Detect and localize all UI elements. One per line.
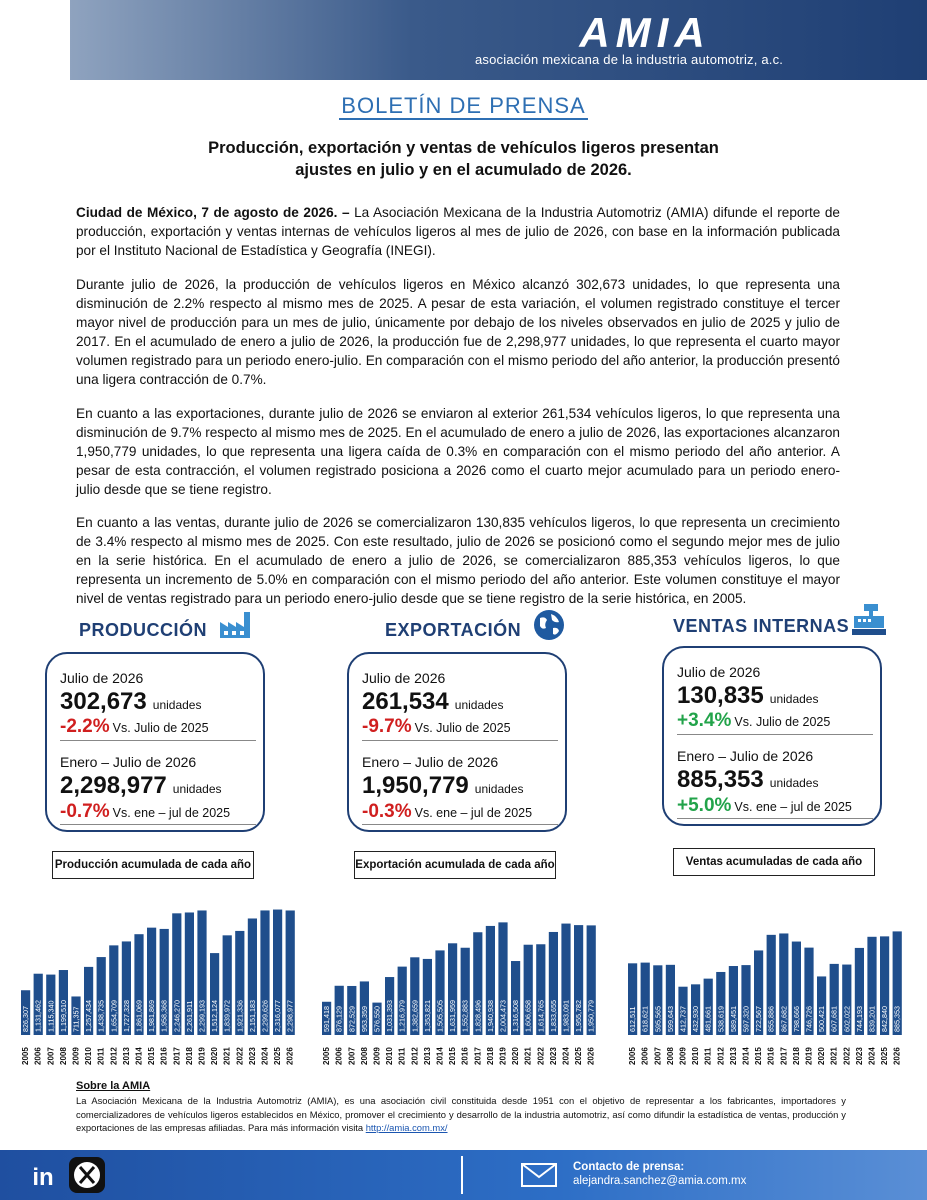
bar-value-label: 2,299,193 xyxy=(197,1000,207,1032)
year-tick-label: 2008 xyxy=(58,1047,68,1065)
year-tick-label: 2014 xyxy=(741,1047,751,1065)
year-tick-label: 2015 xyxy=(448,1047,458,1065)
bar-value-label: 1,512,124 xyxy=(210,1000,220,1032)
year-tick-label: 2012 xyxy=(410,1047,420,1065)
card-production: Julio de 2026 302,673 unidades -2.2% Vs. Julio de 2025 Enero – Julio de 2026 2,298,977 unidades -0.7% Vs. ene – jul de 2025 xyxy=(45,652,265,832)
year-tick-label: 2007 xyxy=(347,1047,357,1065)
chart-sales xyxy=(622,880,912,1075)
bar-value-label: 867,682 xyxy=(779,1006,789,1032)
year-tick-label: 2017 xyxy=(473,1047,483,1065)
bar-value-label: 1,505,505 xyxy=(435,1000,445,1032)
bar-value-label: 599,643 xyxy=(665,1006,675,1032)
year-tick-label: 2020 xyxy=(511,1047,521,1065)
bar-value-label: 412,737 xyxy=(678,1006,688,1032)
bar-value-label: 1,839,972 xyxy=(222,1000,232,1032)
globe-icon xyxy=(532,608,566,642)
year-tick-label: 2013 xyxy=(728,1047,738,1065)
bar-value-label: 481,661 xyxy=(703,1006,713,1032)
bar-value-label: 839,201 xyxy=(867,1006,877,1032)
year-tick-label: 2025 xyxy=(880,1047,890,1065)
bar-value-label: 1,940,938 xyxy=(485,1000,495,1032)
contact-title: Contacto de prensa: xyxy=(573,1161,685,1173)
bar-value-label: 2,316,077 xyxy=(273,1000,283,1032)
mail-icon[interactable] xyxy=(520,1162,558,1188)
paragraph-intro: Ciudad de México, 7 de agosto de 2026. – La Asociación Mexicana de la Industria Automotriz (AMIA) difunde el reporte de producción, exportación y ventas internas de vehículos ligeros al mes de julio de 2026, con base en la información publicada por el Instituto Nacional de Estadística y Geografía (INEGI). xyxy=(76,205,840,258)
year-tick-label: 2017 xyxy=(779,1047,789,1065)
year-tick-label: 2025 xyxy=(273,1047,283,1065)
about-title: Sobre la AMIA xyxy=(76,1080,151,1092)
year-tick-label: 2011 xyxy=(703,1047,713,1065)
year-tick-label: 2019 xyxy=(804,1047,814,1065)
bulletin-title: BOLETÍN DE PRENSA xyxy=(341,93,586,118)
year-tick-label: 2022 xyxy=(235,1047,245,1065)
year-tick-label: 2006 xyxy=(640,1047,650,1065)
year-tick-label: 2021 xyxy=(222,1047,232,1065)
bar-value-label: 2,004,473 xyxy=(498,1000,508,1032)
cash-register-icon xyxy=(850,602,888,638)
year-tick-label: 2024 xyxy=(561,1047,571,1065)
year-tick-label: 2005 xyxy=(21,1047,31,1065)
paragraph-sales: En cuanto a las ventas, durante julio de 2026 se comercializaron 130,835 vehículos ligeros, lo que representa un crecimiento de 3.4% respecto al mismo mes de 2025. Con este resultado, julio de 2026 se posicionó como el segundo mejor mes de julio en la serie histórica. En el acumulado de enero a julio de 2026, se comercializaron 885,353 vehículos ligeros, lo que representa un incremento de 5.0% en comparación con el mismo periodo del año anterior. Este volumen constituye el mayor nivel de ventas registrado para un periodo enero-julio desde que se tiene registro de la serie histórica, en 2005. xyxy=(76,515,840,606)
linkedin-icon[interactable] xyxy=(26,1158,60,1192)
bar-value-label: 1,654,709 xyxy=(109,1000,119,1032)
headline: Producción, exportación y ventas de vehículos ligeros presentan ajustes en julio y en el acumulado de 2026. xyxy=(208,139,719,179)
bar-value-label: 826,307 xyxy=(21,1006,31,1032)
chart-title-exports: Exportación acumulada de cada año xyxy=(354,851,556,879)
bar-value-label: 597,320 xyxy=(741,1006,751,1032)
bar-value-label: 2,246,270 xyxy=(172,1000,182,1032)
year-tick-label: 2010 xyxy=(84,1047,94,1065)
bar-value-label: 538,619 xyxy=(716,1006,726,1032)
year-tick-label: 2017 xyxy=(172,1047,182,1065)
bar-value-label: 885,353 xyxy=(892,1006,902,1032)
section-title-production: PRODUCCIÓN xyxy=(79,620,208,640)
logo-subtitle: asociación mexicana de la industria automotriz, a.c. xyxy=(475,52,784,67)
year-tick-label: 2016 xyxy=(159,1047,169,1065)
year-tick-label: 2006 xyxy=(334,1047,344,1065)
bar-value-label: 602,022 xyxy=(842,1006,852,1032)
year-tick-label: 2019 xyxy=(197,1047,207,1065)
bar-value-label: 2,298,977 xyxy=(285,1000,295,1032)
section-title-exports: EXPORTACIÓN xyxy=(385,620,522,640)
bar-value-label: 1,981,869 xyxy=(147,1000,157,1032)
x-icon[interactable] xyxy=(68,1156,106,1194)
bar-value-label: 1,257,434 xyxy=(84,1000,94,1032)
year-tick-label: 2026 xyxy=(586,1047,596,1065)
year-tick-label: 2025 xyxy=(574,1047,584,1065)
bar-value-label: 1,199,510 xyxy=(58,1000,68,1032)
card-sales: Julio de 2026 130,835 unidades +3.4% Vs. Julio de 2025 Enero – Julio de 2026 885,353 unidades +5.0% Vs. ene – jul de 2025 xyxy=(662,646,882,826)
card-exports: Julio de 2026 261,534 unidades -9.7% Vs. Julio de 2025 Enero – Julio de 2026 1,950,779 unidades -0.3% Vs. ene – jul de 2025 xyxy=(347,652,567,832)
year-tick-label: 2013 xyxy=(422,1047,432,1065)
bar-value-label: 2,261,911 xyxy=(184,1000,194,1032)
footer-bar xyxy=(0,1150,927,1200)
amia-logo xyxy=(480,14,810,50)
chart-exports xyxy=(316,880,606,1075)
year-tick-label: 2009 xyxy=(372,1047,382,1065)
bar-value-label: 872,529 xyxy=(347,1006,357,1032)
bar-value-label: 1,031,393 xyxy=(385,1000,395,1032)
year-tick-label: 2007 xyxy=(46,1047,56,1065)
chart-title-sales: Ventas acumuladas de cada año xyxy=(673,848,875,876)
bar-value-label: 576,550 xyxy=(372,1006,382,1032)
bar-value-label: 722,567 xyxy=(754,1006,764,1032)
year-tick-label: 2014 xyxy=(435,1047,445,1065)
bar-value-label: 591,418 xyxy=(322,1006,332,1032)
year-tick-label: 2014 xyxy=(134,1047,144,1065)
bar-value-label: 589,451 xyxy=(728,1006,738,1032)
bar-value-label: 855,886 xyxy=(766,1006,776,1032)
bar-value-label: 1,833,655 xyxy=(548,1000,558,1032)
bar-value-label: 842,840 xyxy=(880,1006,890,1032)
bar-value-label: 1,921,336 xyxy=(235,1000,245,1032)
chart-title-production: Producción acumulada de cada año xyxy=(52,851,254,879)
year-tick-label: 2022 xyxy=(842,1047,852,1065)
year-tick-label: 2005 xyxy=(322,1047,332,1065)
bar-value-label: 1,606,658 xyxy=(523,1000,533,1032)
bar-value-label: 500,421 xyxy=(817,1006,827,1032)
footer-divider xyxy=(461,1156,463,1194)
bar-value-label: 1,614,765 xyxy=(536,1000,546,1032)
bar-value-label: 1,353,821 xyxy=(422,1000,432,1032)
bar-value-label: 1,131,462 xyxy=(33,1000,43,1032)
bar-value-label: 1,552,883 xyxy=(460,1000,470,1032)
year-tick-label: 2022 xyxy=(536,1047,546,1065)
year-tick-label: 2021 xyxy=(523,1047,533,1065)
year-tick-label: 2019 xyxy=(498,1047,508,1065)
bar-value-label: 1,861,069 xyxy=(134,1000,144,1032)
year-tick-label: 2011 xyxy=(96,1047,106,1065)
year-tick-label: 2026 xyxy=(892,1047,902,1065)
paragraph-exports: En cuanto a las exportaciones, durante julio de 2026 se enviaron al exterior 261,534 vehículos ligeros, lo que representa una disminución de 9.7% respecto al mismo mes de 2025. En el acumulado de enero a julio de 2026, las exportaciones alcanzaron 1,950,779 unidades, lo que representa una ligera caída de 0.3% en comparación con el mismo periodo del año anterior. A pesar de esta contracción, el volumen registrado posiciona a 2026 como el cuarto mejor acumulado para un periodo enero-julio desde que se tiene registro. xyxy=(76,406,840,497)
year-tick-label: 2020 xyxy=(210,1047,220,1065)
header-banner xyxy=(70,0,927,80)
year-tick-label: 2015 xyxy=(754,1047,764,1065)
svg-text:AMIA: AMIA xyxy=(579,14,711,50)
year-tick-label: 2006 xyxy=(33,1047,43,1065)
year-tick-label: 2023 xyxy=(548,1047,558,1065)
bar-value-label: 1,983,091 xyxy=(561,1000,571,1032)
bar-value-label: 618,621 xyxy=(640,1006,650,1032)
contact-email[interactable]: alejandra.sanchez@amia.com.mx xyxy=(573,1175,747,1187)
year-tick-label: 2026 xyxy=(285,1047,295,1065)
amia-link[interactable]: http://amia.com.mx/ xyxy=(365,1122,448,1133)
year-tick-label: 2018 xyxy=(485,1047,495,1065)
bar-value-label: 876,129 xyxy=(334,1006,344,1032)
about-text: La Asociación Mexicana de la Industria Automotriz (AMIA), es una asociación civil constituida desde 1951 con el objetivo de representar a los fabricantes, importadores y comercializadores de vehículos ligeros establecidos en México, promover el crecimiento y desarrollo de la industria automotriz, así como difundir la estadística de ventas, producción y exportaciones de las empresas afiliadas. Para más información visita http://amia.com.mx/ xyxy=(76,1095,846,1133)
year-tick-label: 2007 xyxy=(653,1047,663,1065)
bar-value-label: 1,950,779 xyxy=(586,1000,596,1032)
year-tick-label: 2023 xyxy=(854,1047,864,1065)
year-tick-label: 2012 xyxy=(109,1047,119,1065)
year-tick-label: 2024 xyxy=(867,1047,877,1065)
bar-value-label: 1,828,496 xyxy=(473,1000,483,1032)
bar-value-label: 1,631,959 xyxy=(448,1000,458,1032)
bar-value-label: 746,726 xyxy=(804,1006,814,1032)
bar-value-label: 607,681 xyxy=(829,1006,839,1032)
year-tick-label: 2018 xyxy=(184,1047,194,1065)
paragraph-production: Durante julio de 2026, la producción de vehículos ligeros en México alcanzó 302,673 unidades, lo que representa una disminución de 2.2% respecto al mismo mes de 2025. A pesar de esta variación, el volumen registrado constituye el tercer mayor nivel de producción para un mes de julio, únicamente por debajo de los niveles observados en julio de 2025 y julio de 2017. En el acumulado de enero a julio de 2026, la producción fue de 2,298,977 unidades, lo que representa el cuarto mayor volumen registrado para un periodo enero-julio. En comparación con el mismo periodo del año anterior, la producción presentó una ligera contracción de 0.7%. xyxy=(76,277,840,387)
factory-icon xyxy=(218,608,254,640)
bar-value-label: 1,438,735 xyxy=(96,1000,106,1032)
chart-production xyxy=(15,880,305,1075)
year-tick-label: 2005 xyxy=(628,1047,638,1065)
bar-value-label: 953,359 xyxy=(359,1006,369,1032)
bar-value-label: 798,666 xyxy=(791,1006,801,1032)
bar-value-label: 2,151,183 xyxy=(247,1000,257,1032)
bar-value-label: 1,958,368 xyxy=(159,1000,169,1032)
bar-value-label: 1,115,340 xyxy=(46,1000,56,1032)
bar-value-label: 432,930 xyxy=(691,1006,701,1032)
year-tick-label: 2018 xyxy=(791,1047,801,1065)
year-tick-label: 2010 xyxy=(385,1047,395,1065)
bar-value-label: 711,357 xyxy=(71,1006,81,1032)
year-tick-label: 2008 xyxy=(359,1047,369,1065)
year-tick-label: 2009 xyxy=(678,1047,688,1065)
year-tick-label: 2010 xyxy=(691,1047,701,1065)
svg-text:in: in xyxy=(32,1164,54,1191)
year-tick-label: 2016 xyxy=(460,1047,470,1065)
section-title-sales: VENTAS INTERNAS xyxy=(673,616,850,636)
year-tick-label: 2011 xyxy=(397,1047,407,1065)
year-tick-label: 2024 xyxy=(260,1047,270,1065)
bar-value-label: 2,299,626 xyxy=(260,1000,270,1032)
year-tick-label: 2008 xyxy=(665,1047,675,1065)
bar-value-label: 1,316,508 xyxy=(511,1000,521,1032)
bar-value-label: 1,216,979 xyxy=(397,1000,407,1032)
year-tick-label: 2020 xyxy=(817,1047,827,1065)
year-tick-label: 2012 xyxy=(716,1047,726,1065)
bar-value-label: 1,727,328 xyxy=(121,1000,131,1032)
bar-value-label: 612,511 xyxy=(628,1006,638,1032)
year-tick-label: 2015 xyxy=(147,1047,157,1065)
year-tick-label: 2016 xyxy=(766,1047,776,1065)
bar-value-label: 1,955,782 xyxy=(574,1000,584,1032)
year-tick-label: 2009 xyxy=(71,1047,81,1065)
bar-value-label: 595,565 xyxy=(653,1006,663,1032)
bar-value-label: 744,193 xyxy=(854,1006,864,1032)
bar-value-label: 1,382,659 xyxy=(410,1000,420,1032)
year-tick-label: 2013 xyxy=(121,1047,131,1065)
year-tick-label: 2021 xyxy=(829,1047,839,1065)
year-tick-label: 2023 xyxy=(247,1047,257,1065)
